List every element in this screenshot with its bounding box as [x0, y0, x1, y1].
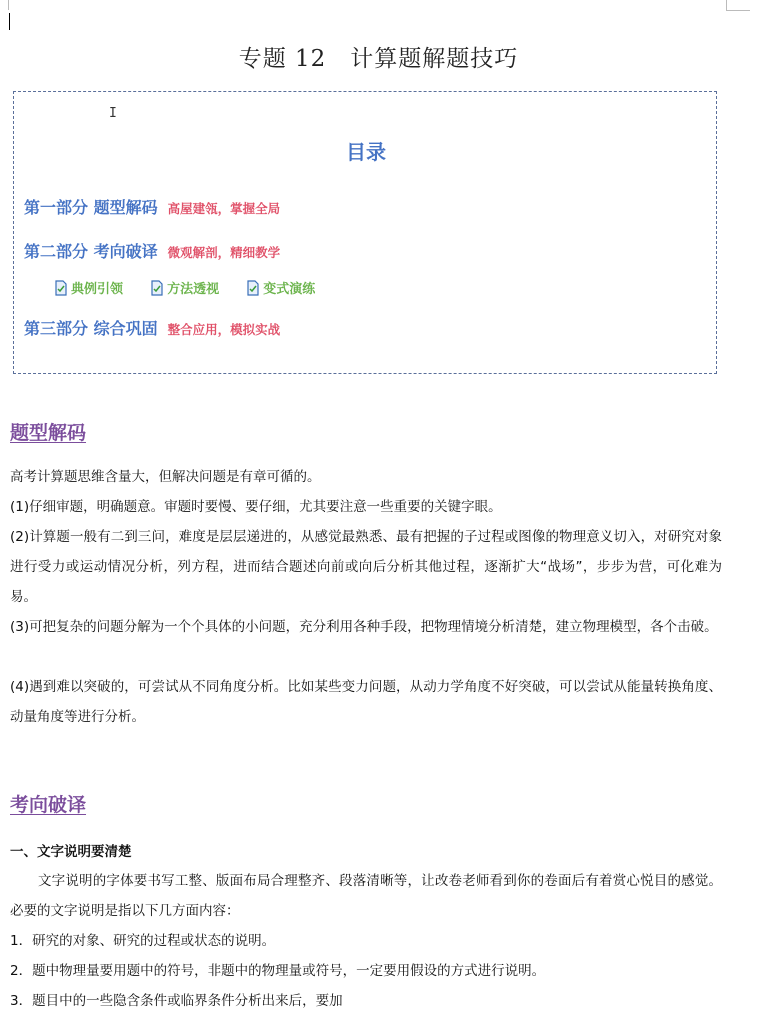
page-corner-mark [8, 0, 9, 10]
toc-part-subtitle: 微观解剖，精细教学 [167, 245, 281, 260]
toc-part-3[interactable] [24, 316, 280, 339]
paragraph[interactable]: (3)可把复杂的问题分解为一个个具体的小问题，充分利用各种手段，把物理情境分析清楚，建立物理模型，各个击破。 [10, 619, 718, 635]
paragraph[interactable]: (1)仔细审题，明确题意。审题时要慢、要仔细，尤其要注意一些重要的关键字眼。 [10, 499, 502, 515]
list-item[interactable]: 3．题目中的一些隐含条件或临界条件分析出来后，要加 [10, 993, 343, 1009]
section-heading-analysis[interactable]: 考向破译 [10, 794, 87, 816]
toc-link-variants[interactable] [246, 278, 315, 297]
toc-link-label: 方法透视 [167, 282, 220, 297]
document-title[interactable]: 专题 12 计算题解题技巧 [238, 46, 519, 72]
paragraph[interactable]: 高考计算题思维含量大，但解决问题是有章可循的。 [10, 469, 321, 485]
page-corner-mark [726, 0, 727, 10]
toc-link-examples[interactable] [54, 278, 123, 297]
document-icon [150, 280, 164, 296]
ibeam-cursor-icon: I [109, 106, 117, 121]
toc-heading[interactable]: 目录 [346, 140, 386, 164]
paragraph[interactable]: (4)遇到难以突破的，可尝试从不同角度分析。比如某些变力问题，从动力学角度不好突破，可以尝试从能量转换角度、动量角度等进行分析。 [10, 679, 722, 725]
subsection-heading[interactable]: 一、文字说明要清楚 [10, 844, 132, 860]
toc-link-methods[interactable] [150, 278, 219, 297]
toc-part-label: 第三部分 综合巩固 [24, 319, 158, 338]
toc-box[interactable] [13, 91, 717, 374]
toc-part-1[interactable] [24, 195, 280, 218]
list-item[interactable]: 1．研究的对象、研究的过程或状态的说明。 [10, 933, 276, 949]
paragraph[interactable]: (2)计算题一般有二到三问，难度是层层递进的，从感觉最熟悉、最有把握的子过程或图像的物理意义切入，对研究对象进行受力或运动情况分析，列方程，进而结合题述向前或向后分析其他过程，逐渐扩大“战场”，步步为营，可化难为易。 [10, 529, 722, 605]
text-cursor [9, 13, 10, 30]
paragraph[interactable]: 文字说明的字体要书写工整、版面布局合理整齐、段落清晰等，让改卷老师看到你的卷面后有着赏心悦目的感觉。必要的文字说明是指以下几方面内容： [10, 873, 722, 919]
toc-part-label: 第一部分 题型解码 [24, 198, 158, 217]
toc-part-subtitle: 高屋建瓴，掌握全局 [167, 201, 281, 216]
toc-part-label: 第二部分 考向破译 [24, 242, 158, 261]
toc-part-2[interactable] [24, 239, 280, 262]
section-heading-decoding[interactable]: 题型解码 [10, 422, 87, 444]
toc-link-label: 典例引领 [71, 282, 124, 297]
toc-part-subtitle: 整合应用，模拟实战 [167, 322, 281, 337]
toc-link-label: 变式演练 [263, 282, 316, 297]
document-icon [246, 280, 260, 296]
list-item[interactable]: 2．题中物理量要用题中的符号，非题中的物理量或符号，一定要用假设的方式进行说明。 [10, 963, 546, 979]
document-icon [54, 280, 68, 296]
toc-links [54, 278, 337, 300]
page-corner-mark [726, 10, 750, 11]
